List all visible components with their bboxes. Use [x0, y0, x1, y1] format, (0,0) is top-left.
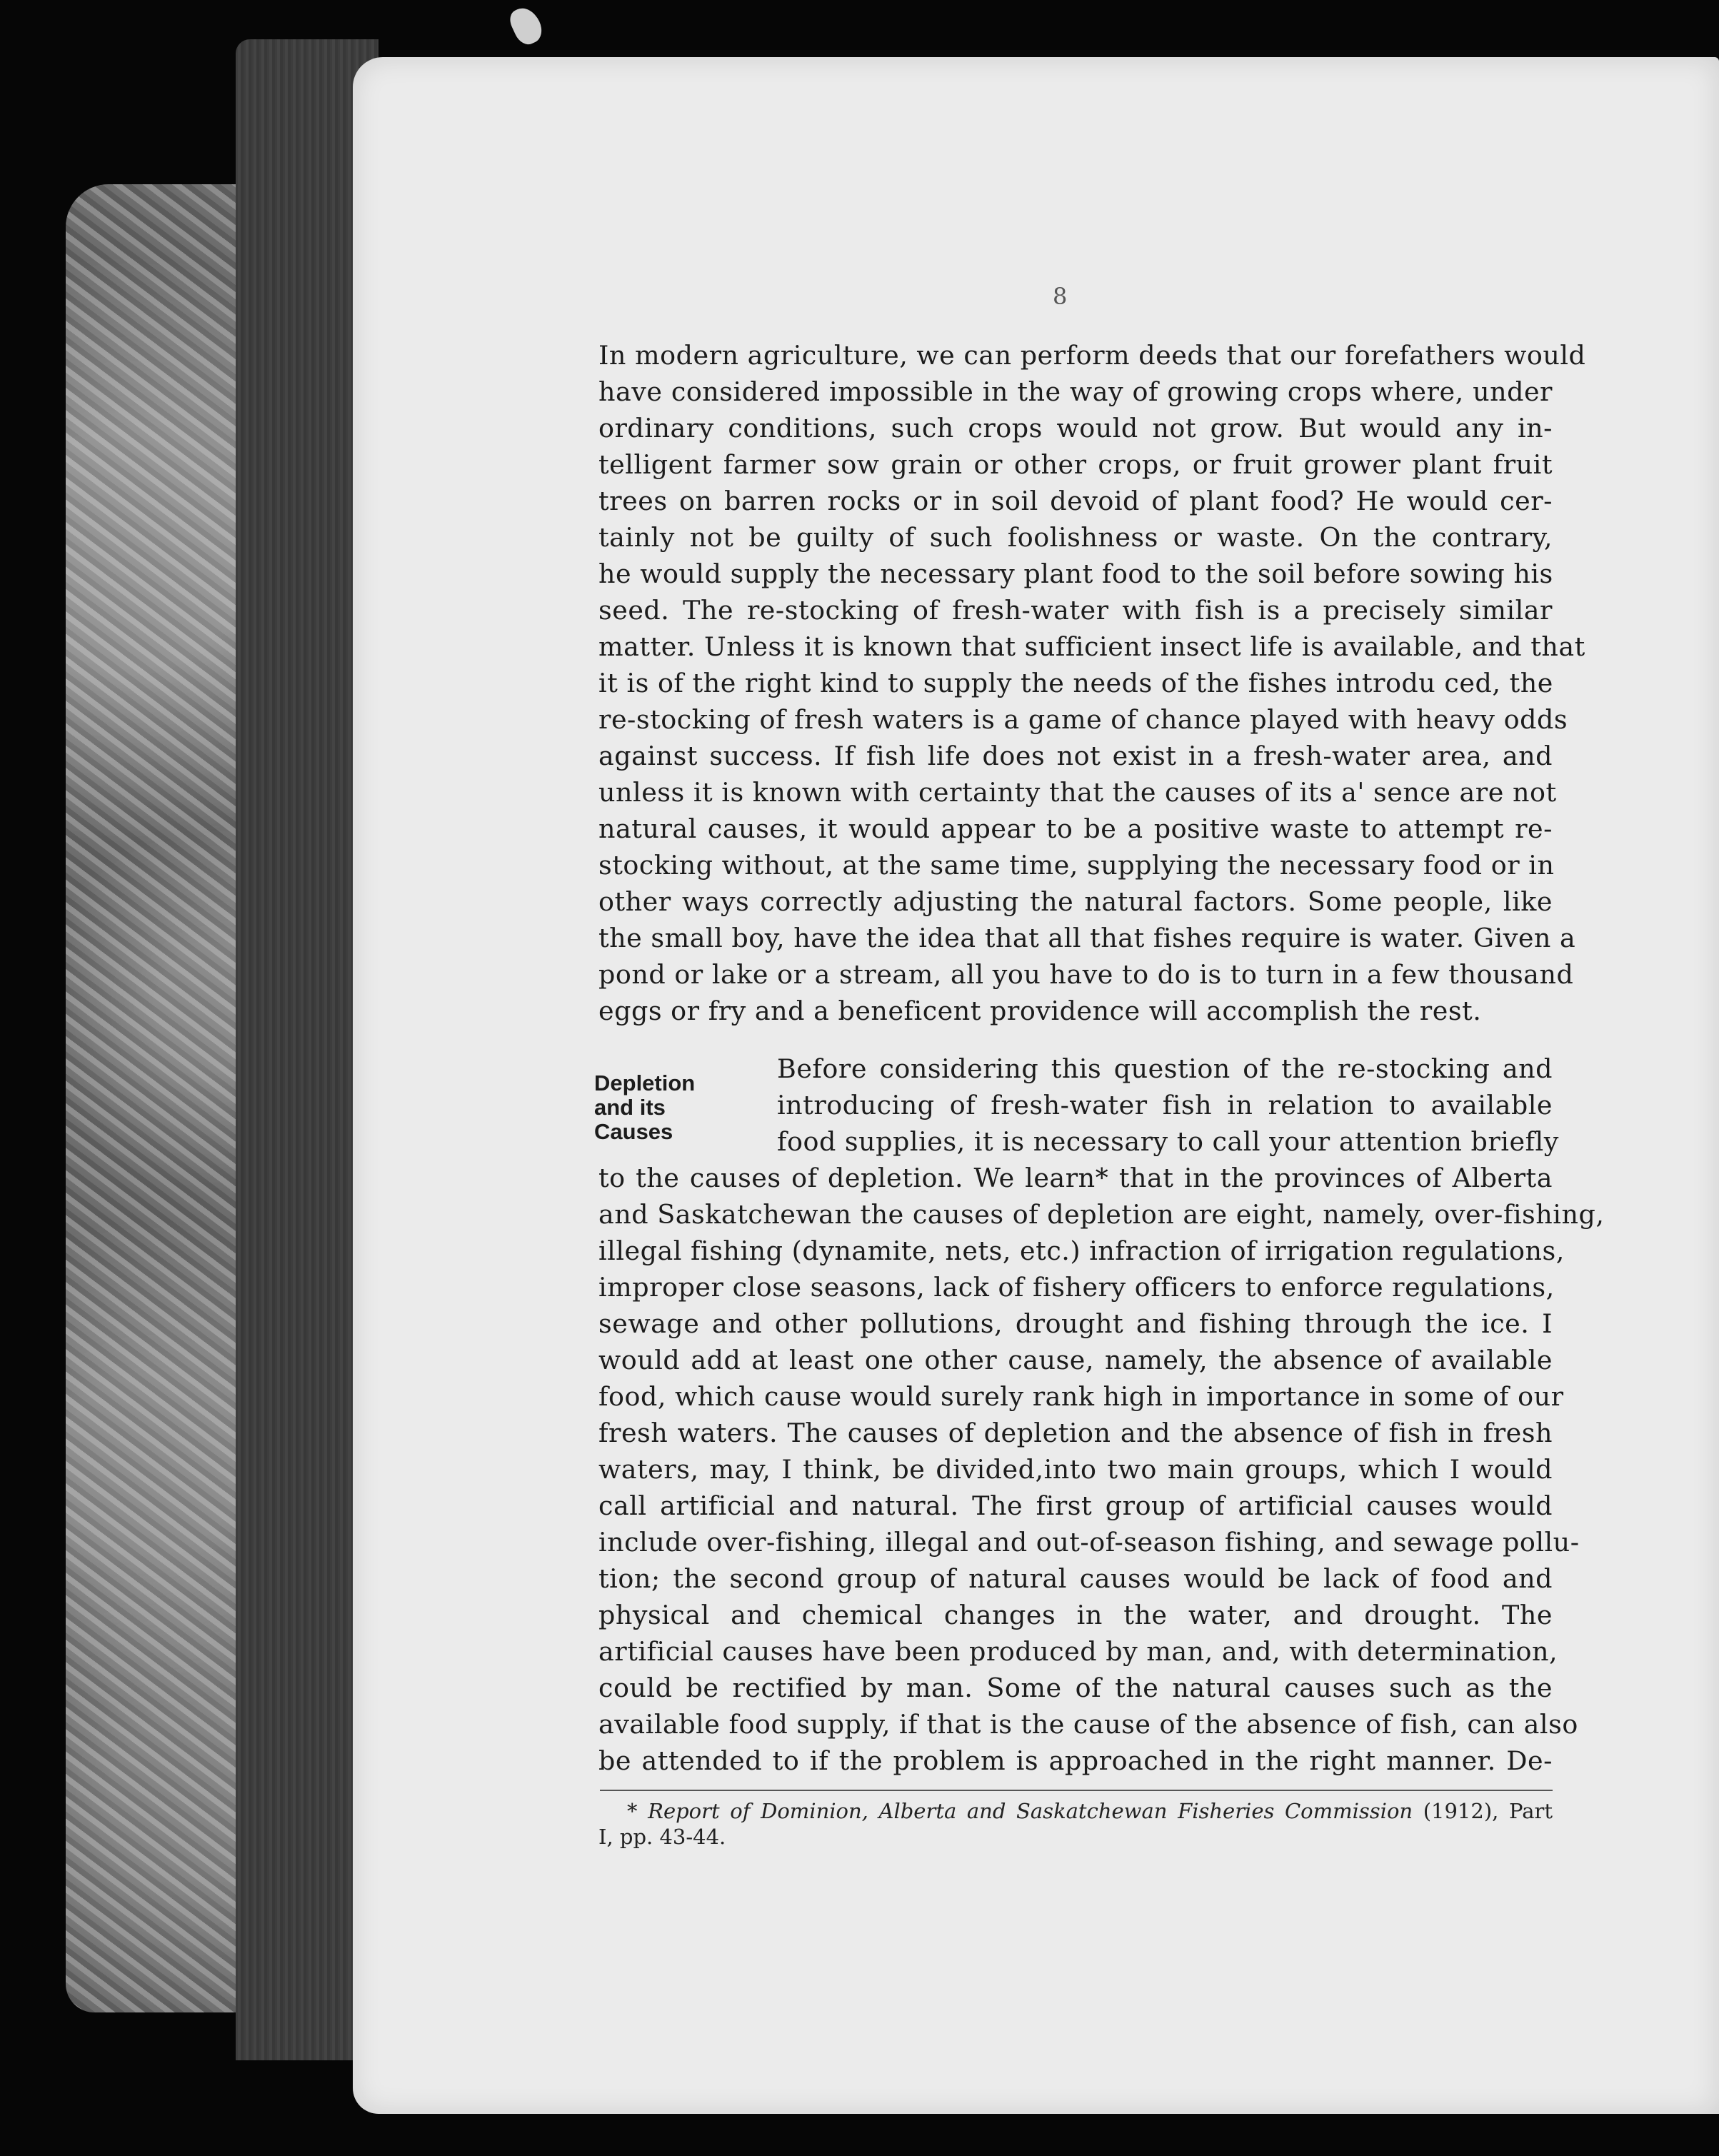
paragraph-2 — [598, 1160, 1605, 1779]
paragraph2-line: fresh waters. The causes of depletion and the absence of fish in fresh — [598, 1418, 1553, 1448]
paragraph1-line: it is of the right kind to supply the needs of the fishes introdu ced, the — [598, 668, 1553, 698]
paragraph2_indented-line: food supplies, it is necessary to call your attention briefly — [777, 1126, 1559, 1157]
margin-note-line: Causes — [594, 1119, 673, 1144]
footnote-rest: (1912), Part — [1413, 1799, 1553, 1823]
paragraph1-line: the small boy, have the idea that all that fishes require is water. Given a — [598, 923, 1576, 953]
paragraph2-line: tion; the second group of natural causes would be lack of food and — [598, 1563, 1553, 1594]
footnote-marker: * — [627, 1799, 648, 1823]
footnote-line-2: I, pp. 43-44. — [598, 1825, 726, 1849]
paragraph1-line: eggs or fry and a beneficent providence will accomplish the rest. — [598, 996, 1482, 1026]
paragraph1-line: ordinary conditions, such crops would not grow. But would any in- — [598, 413, 1553, 443]
paragraph2-line: call artificial and natural. The first group of artificial causes would — [598, 1490, 1553, 1521]
paragraph2-line: include over-fishing, illegal and out-of-season fishing, and sewage pollu- — [598, 1527, 1580, 1558]
paragraph2-line: to the causes of depletion. We learn* that in the provinces of Alberta — [598, 1163, 1553, 1193]
paragraph1-line: telligent farmer sow grain or other crops, or fruit grower plant fruit — [598, 449, 1553, 480]
margin-note-line: and its — [594, 1095, 666, 1120]
footnote-rule — [600, 1790, 1553, 1791]
paragraph2-line: available food supply, if that is the cause of the absence of fish, can also — [598, 1709, 1578, 1740]
paragraph2-line: be attended to if the problem is approached in the right manner. De- — [598, 1745, 1553, 1776]
paragraph1-line: In modern agriculture, we can perform deeds that our forefathers would — [598, 340, 1586, 371]
paragraph2-line: and Saskatchewan the causes of depletion are eight, namely, over-fishing, — [598, 1199, 1605, 1230]
paragraph1-line: other ways correctly adjusting the natural factors. Some people, like — [598, 886, 1553, 917]
paragraph-1 — [598, 337, 1586, 1029]
paragraph1-line: stocking without, at the same time, supplying the necessary food or in — [598, 850, 1555, 881]
paragraph1-line: he would supply the necessary plant food to the soil before sowing his — [598, 558, 1553, 589]
paper-fleck — [506, 3, 546, 48]
margin-note-depletion — [594, 1071, 744, 1144]
paragraph2-line: illegal fishing (dynamite, nets, etc.) infraction of irrigation regulations, — [598, 1235, 1565, 1266]
paragraph2-line: improper close seasons, lack of fishery officers to enforce regulations, — [598, 1272, 1555, 1303]
margin-note-line: Depletion — [594, 1071, 696, 1095]
paragraph2_indented-line: introducing of fresh-water fish in relation to available — [777, 1090, 1553, 1120]
footnote-title: Report of Dominion, Alberta and Saskatchewan Fisheries Commission — [648, 1799, 1413, 1823]
paragraph2-line: would add at least one other cause, namely, the absence of available — [598, 1345, 1553, 1375]
footnote — [598, 1798, 1553, 1850]
paragraph1-line: pond or lake or a stream, all you have to do is to turn in a few thousand — [598, 959, 1574, 990]
paragraph1-line: have considered impossible in the way of growing crops where, under — [598, 376, 1553, 407]
paragraph2_indented-line: Before considering this question of the re-stocking and — [777, 1053, 1553, 1084]
paragraph2-line: waters, may, I think, be divided,into two main groups, which I would — [598, 1454, 1553, 1485]
paragraph2-line: food, which cause would surely rank high in importance in some of our — [598, 1381, 1564, 1412]
paragraph1-line: natural causes, it would appear to be a positive waste to attempt re- — [598, 813, 1553, 844]
paragraph1-line: unless it is known with certainty that the causes of its a' sence are not — [598, 777, 1557, 808]
paragraph-2-indented — [777, 1051, 1559, 1160]
paragraph1-line: against success. If fish life does not exist in a fresh-water area, and — [598, 741, 1553, 771]
paragraph1-line: seed. The re-stocking of fresh-water with fish is a precisely similar — [598, 595, 1553, 626]
page-number: 8 — [1053, 283, 1068, 310]
paragraph1-line: trees on barren rocks or in soil devoid of plant food? He would cer- — [598, 486, 1553, 516]
paragraph1-line: re-stocking of fresh waters is a game of chance played with heavy odds — [598, 704, 1568, 735]
paragraph2-line: physical and chemical changes in the water, and drought. The — [598, 1600, 1553, 1630]
paragraph1-line: tainly not be guilty of such foolishness or waste. On the contrary, — [598, 522, 1553, 553]
paragraph2-line: could be rectified by man. Some of the natural causes such as the — [598, 1673, 1553, 1703]
paragraph1-line: matter. Unless it is known that sufficient insect life is available, and that — [598, 631, 1585, 662]
paragraph2-line: sewage and other pollutions, drought and fishing through the ice. I — [598, 1308, 1553, 1339]
paragraph2-line: artificial causes have been produced by man, and, with determination, — [598, 1636, 1558, 1667]
